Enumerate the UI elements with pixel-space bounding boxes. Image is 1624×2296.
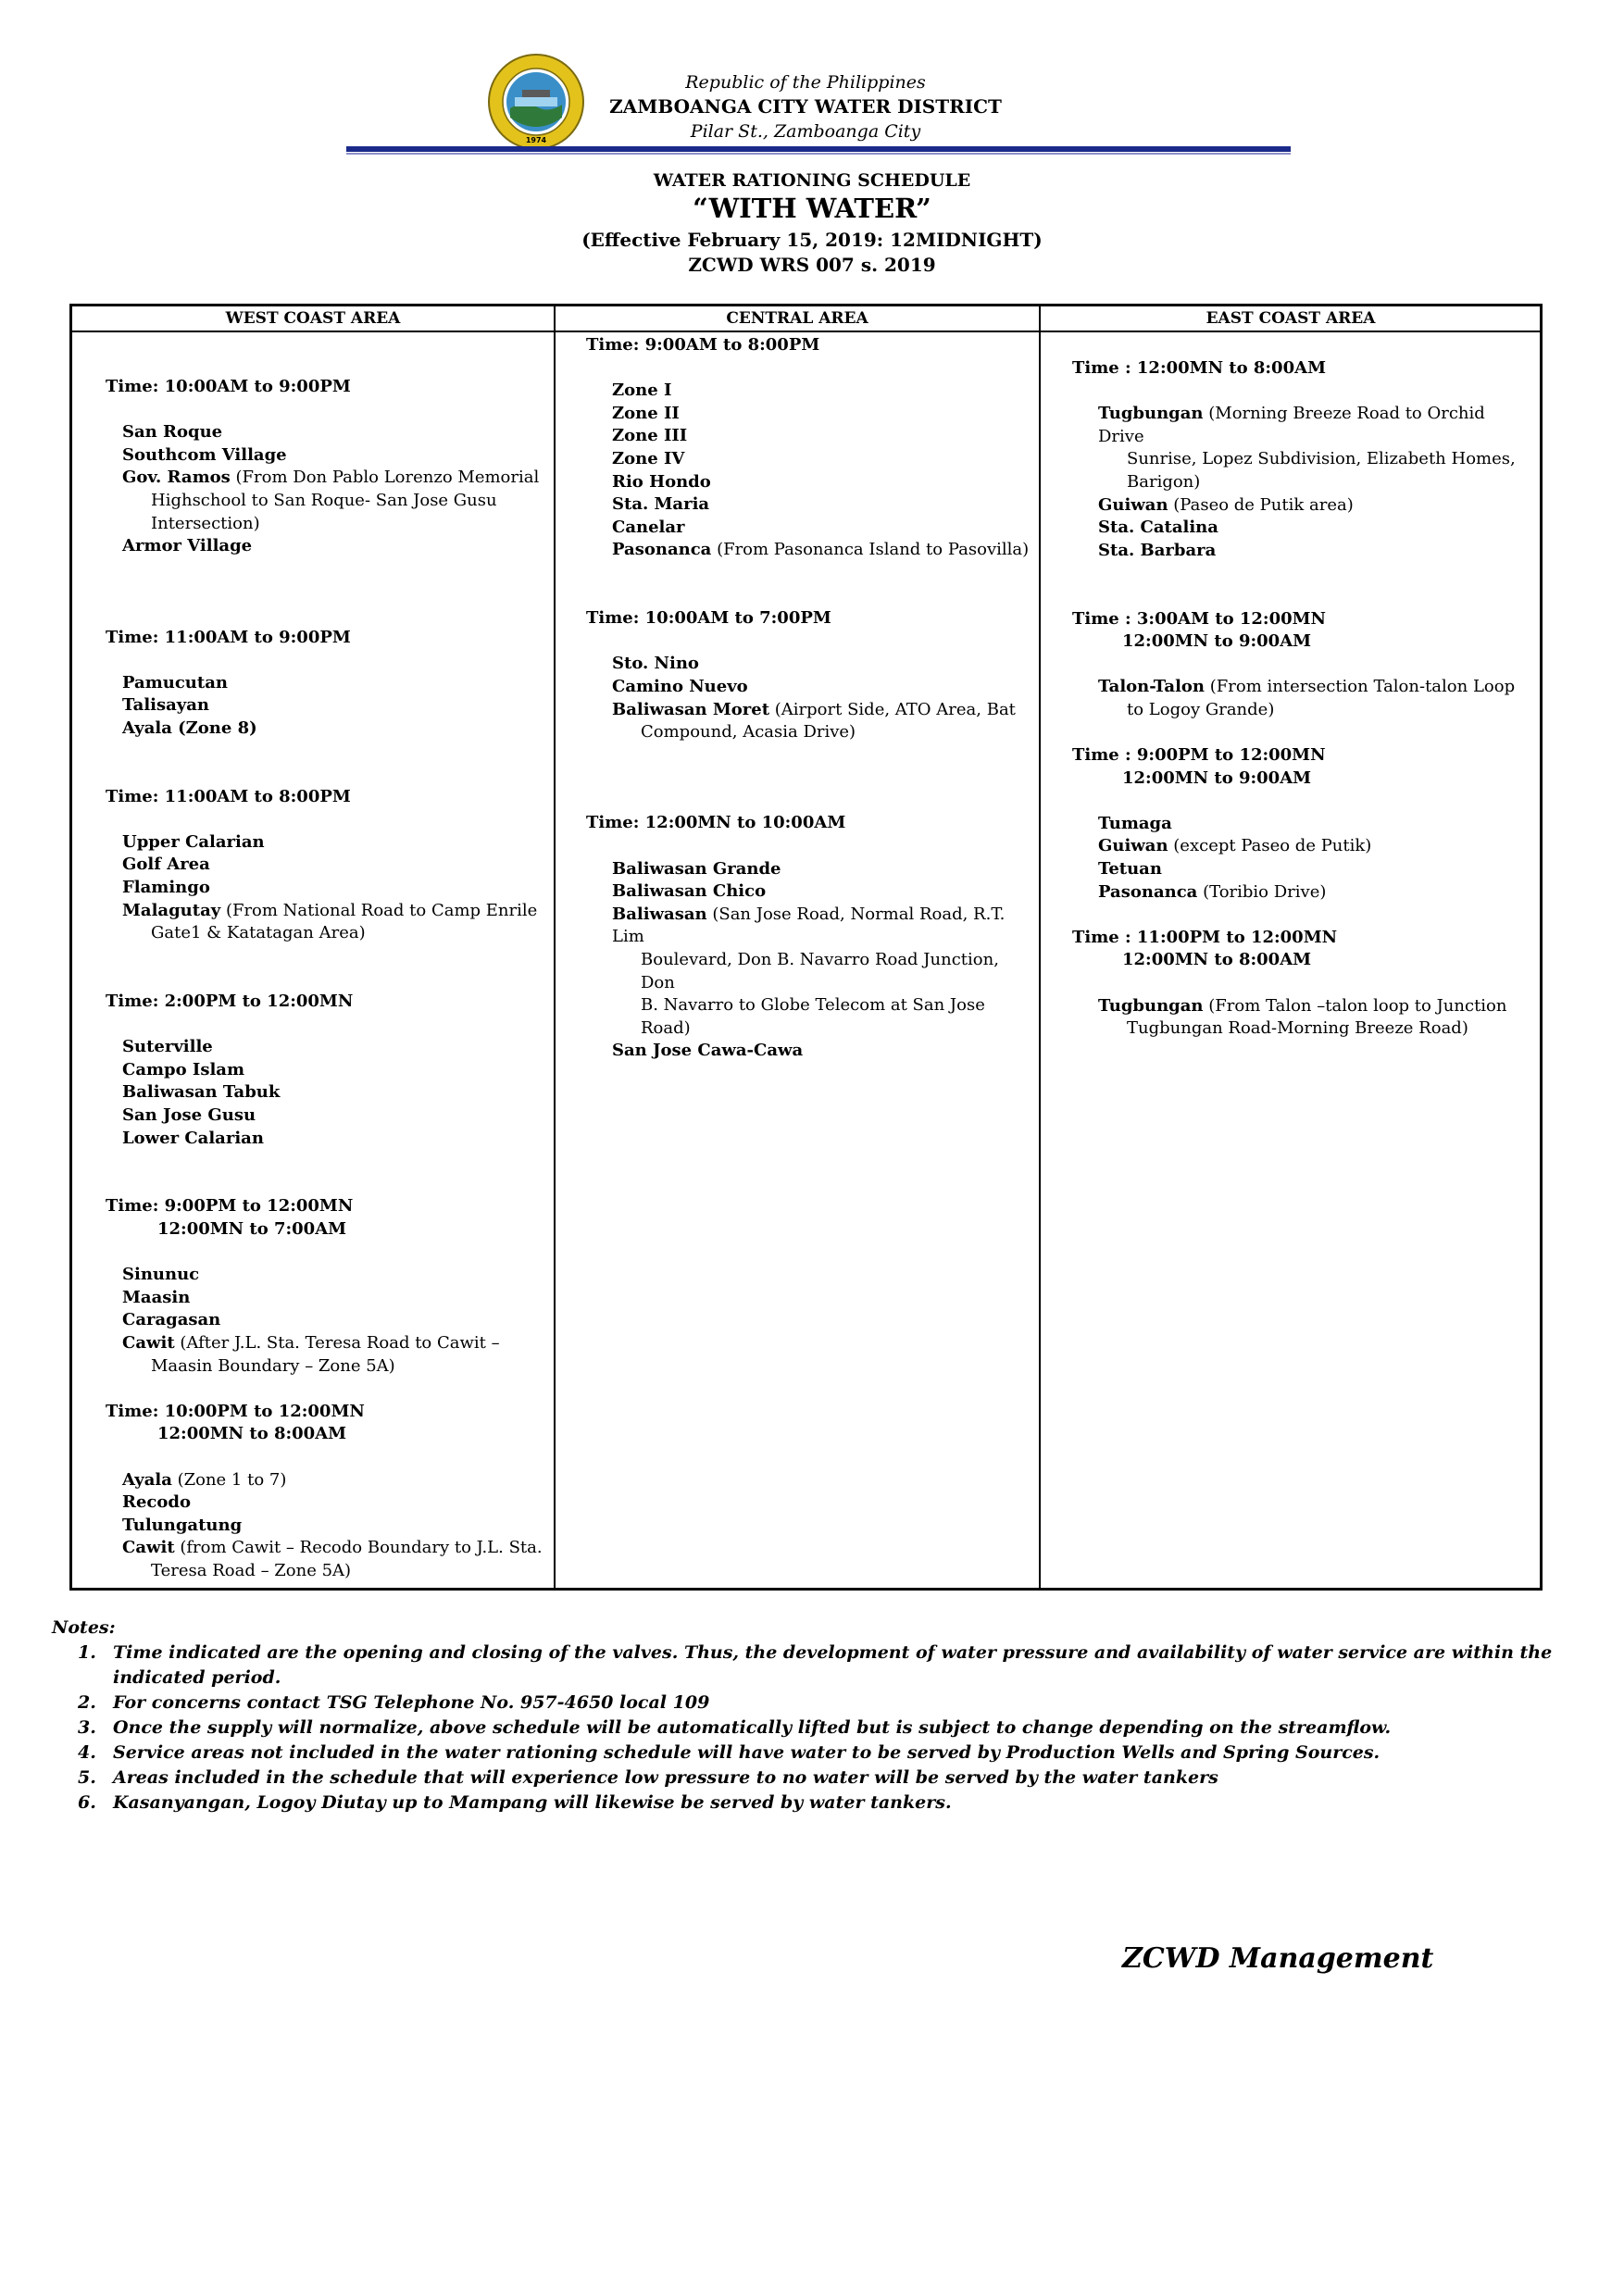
area-name: Tugbungan	[1098, 995, 1204, 1016]
spacer	[586, 357, 1031, 381]
spacer	[1072, 654, 1535, 677]
central-column	[586, 334, 1031, 1063]
area-item	[106, 718, 545, 741]
spacer	[106, 741, 545, 786]
note-item	[52, 1766, 1570, 1791]
area-item	[106, 1515, 545, 1538]
area-item	[586, 425, 1031, 448]
area-name: Zone IV	[612, 448, 685, 468]
area-note: (San Jose Road, Normal Road, R.T. Lim	[612, 904, 1006, 947]
area-item	[1072, 858, 1535, 881]
area-item	[106, 1332, 545, 1355]
area-note-continued: Intersection)	[151, 513, 260, 533]
area-name: Pasonanca	[612, 540, 712, 560]
area-name: Zone III	[612, 426, 688, 446]
note-number: 6.	[78, 1792, 96, 1813]
schedule-subtitle: “WITH WATER”	[693, 193, 931, 224]
area-name: Sto. Nino	[612, 654, 699, 674]
area-name: Baliwasan Grande	[612, 858, 781, 879]
area-item	[586, 904, 1031, 949]
spacer	[586, 562, 1031, 607]
notes-label: Notes:	[52, 1617, 116, 1638]
area-name: Suterville	[122, 1037, 213, 1057]
signature: ZCWD Management	[1122, 1942, 1434, 1975]
area-item	[106, 1491, 545, 1515]
area-name: Tugbungan	[1098, 404, 1204, 424]
time-slot: 12:00MN to 8:00AM	[1122, 950, 1312, 970]
spacer	[106, 399, 545, 422]
spacer	[106, 649, 545, 672]
area-name: Talon-Talon	[1098, 677, 1206, 697]
time-slot: Time : 3:00AM to 12:00MN	[1072, 608, 1326, 629]
area-name: Baliwasan	[612, 904, 707, 924]
area-note: (From Don Pablo Lorenzo Memorial	[235, 468, 540, 488]
area-item	[106, 1081, 545, 1104]
header-republic: Republic of the Philippines	[685, 72, 926, 93]
time-slot: 12:00MN to 9:00AM	[1122, 767, 1312, 788]
area-item	[106, 694, 545, 718]
area-name: Lower Calarian	[122, 1128, 264, 1148]
time-slot: Time : 11:00PM to 12:00MN	[1072, 927, 1338, 947]
area-item	[106, 444, 545, 468]
area-item	[106, 831, 545, 855]
note-item	[52, 1641, 1570, 1691]
area-name: Recodo	[122, 1492, 191, 1513]
area-note-continued: Sunrise, Lopez Subdivision, Elizabeth Homes,	[1127, 449, 1516, 469]
spacer	[586, 630, 1031, 654]
area-item	[586, 699, 1031, 722]
area-note-continued: B. Navarro to Globe Telecom at San Jose Road)	[641, 995, 985, 1038]
area-name: Caragasan	[122, 1310, 221, 1330]
note-item	[52, 1716, 1570, 1741]
area-item	[586, 653, 1031, 676]
area-item	[586, 471, 1031, 494]
area-item	[586, 380, 1031, 403]
area-note-continued: Barigon)	[1127, 471, 1201, 492]
area-name: Talisayan	[122, 695, 210, 716]
area-item	[106, 1059, 545, 1082]
area-note-continued: Gate1 & Katatagan Area)	[151, 923, 366, 943]
area-note: (Morning Breeze Road to Orchid Drive	[1098, 404, 1485, 446]
area-name: Golf Area	[122, 855, 210, 875]
area-item	[106, 467, 545, 490]
note-number: 4.	[78, 1742, 96, 1763]
area-item	[106, 877, 545, 900]
area-name: Zone I	[612, 381, 672, 401]
area-item	[1072, 517, 1535, 540]
area-item	[586, 1040, 1031, 1063]
area-name: San Roque	[122, 422, 223, 443]
area-name: Pamucutan	[122, 672, 228, 693]
table-header-divider	[72, 331, 1540, 332]
spacer	[1072, 790, 1535, 813]
spacer	[106, 945, 545, 991]
area-name: Ayala (Zone 8)	[122, 718, 257, 738]
area-note: (Paseo de Putik area)	[1173, 494, 1354, 515]
note-item	[52, 1791, 1570, 1816]
column-divider	[554, 306, 556, 1588]
area-note: (Zone 1 to 7)	[177, 1469, 287, 1490]
area-item	[106, 1469, 545, 1492]
area-item	[106, 1309, 545, 1332]
time-slot: 12:00MN to 7:00AM	[157, 1218, 347, 1239]
area-note-continued: Teresa Road – Zone 5A)	[151, 1560, 352, 1580]
area-item	[106, 1537, 545, 1560]
note-item	[52, 1741, 1570, 1766]
spacer	[1072, 381, 1535, 404]
area-item	[1072, 881, 1535, 905]
effective-date: (Effective February 15, 2019: 12MIDNIGHT)	[581, 229, 1043, 251]
area-name: Maasin	[122, 1287, 191, 1307]
time-slot: Time: 10:00AM to 9:00PM	[106, 377, 351, 396]
area-name: San Jose Cawa-Cawa	[612, 1041, 804, 1061]
area-name: Malagutay	[122, 900, 221, 920]
seal-year: 1974	[525, 136, 547, 144]
spacer	[586, 744, 1031, 813]
time-slot: Time: 10:00PM to 12:00MN	[106, 1401, 365, 1421]
schedule-table	[69, 304, 1543, 1591]
spacer	[1072, 972, 1535, 995]
area-name: Zone II	[612, 403, 680, 423]
area-name: Tumaga	[1098, 813, 1172, 833]
time-slot: Time: 12:00MN to 10:00AM	[586, 813, 846, 833]
area-name: Cawit	[122, 1538, 175, 1558]
spacer	[106, 1014, 545, 1037]
area-item	[106, 672, 545, 695]
note-number: 3.	[78, 1717, 96, 1738]
area-item	[1072, 540, 1535, 563]
notes-list	[52, 1641, 1570, 1816]
reference-number: ZCWD WRS 007 s. 2019	[688, 254, 936, 276]
area-name: Cawit	[122, 1332, 175, 1353]
area-item	[106, 900, 545, 923]
area-item	[1072, 494, 1535, 518]
spacer	[1072, 562, 1535, 607]
area-item	[1072, 676, 1535, 699]
area-note-continued: to Logoy Grande)	[1127, 699, 1275, 719]
note-text: For concerns contact TSG Telephone No. 957-4650 local 109	[113, 1692, 710, 1713]
schedule-title: WATER RATIONING SCHEDULE	[653, 170, 971, 191]
east-coast-column	[1072, 357, 1535, 1041]
area-item	[1072, 403, 1535, 448]
area-item	[586, 493, 1031, 517]
note-text: Service areas not included in the water rationing schedule will have water to be served by Production Wells and Spring Sources.	[113, 1742, 1380, 1763]
area-name: Canelar	[612, 517, 685, 537]
area-name: Campo Islam	[122, 1059, 244, 1079]
area-item	[586, 676, 1031, 699]
time-slot: Time: 9:00PM to 12:00MN	[106, 1196, 354, 1217]
west-coast-column	[106, 376, 545, 1582]
area-item	[586, 403, 1031, 426]
note-number: 1.	[78, 1642, 96, 1663]
column-header-central: CENTRAL AREA	[726, 309, 868, 328]
column-header-east: EAST COAST AREA	[1206, 309, 1376, 328]
spacer	[106, 1446, 545, 1469]
area-item	[106, 535, 545, 558]
area-name: Gov. Ramos	[122, 468, 231, 488]
area-item	[586, 858, 1031, 881]
note-text: Once the supply will normalize, above schedule will be automatically lifted but is subject to change depending on the streamflow.	[113, 1717, 1392, 1738]
area-item	[106, 1287, 545, 1310]
note-number: 2.	[78, 1692, 96, 1713]
area-name: San Jose Gusu	[122, 1105, 256, 1126]
time-slot: Time: 9:00AM to 8:00PM	[586, 335, 820, 355]
area-name: Baliwasan Chico	[612, 881, 767, 902]
note-text: Time indicated are the opening and closing of the valves. Thus, the development of water pressure and availability of water service are within the indicated period.	[113, 1642, 1553, 1688]
area-item	[106, 854, 545, 877]
area-name: Sta. Maria	[612, 494, 710, 515]
spacer	[106, 558, 545, 627]
area-item	[106, 1128, 545, 1151]
area-item	[106, 421, 545, 444]
area-name: Tetuan	[1098, 859, 1162, 880]
area-note-continued: Tugbungan Road-Morning Breeze Road)	[1127, 1018, 1468, 1039]
area-item	[106, 1264, 545, 1287]
area-name: Tulungatung	[122, 1515, 243, 1535]
area-item	[1072, 835, 1535, 858]
area-note: (Toribio Drive)	[1203, 881, 1327, 902]
time-slot: 12:00MN to 8:00AM	[157, 1424, 347, 1444]
time-slot: Time: 2:00PM to 12:00MN	[106, 992, 354, 1012]
area-note: (After J.L. Sta. Teresa Road to Cawit –	[180, 1332, 500, 1353]
column-header-west: WEST COAST AREA	[225, 309, 401, 328]
notes-section	[52, 1616, 1570, 1816]
area-item	[1072, 813, 1535, 836]
area-note-continued: Boulevard, Don B. Navarro Road Junction, Don	[641, 950, 999, 992]
time-slot: Time: 10:00AM to 7:00PM	[586, 608, 831, 629]
area-name: Ayala	[122, 1469, 172, 1490]
area-note: (From intersection Talon-talon Loop	[1209, 677, 1516, 697]
area-item	[1072, 995, 1535, 1018]
area-item	[586, 517, 1031, 540]
column-divider	[1039, 306, 1041, 1588]
area-name: Guiwan	[1098, 494, 1168, 515]
time-slot: Time : 9:00PM to 12:00MN	[1072, 745, 1326, 766]
note-text: Areas included in the schedule that will experience low pressure to no water will be served by the water tankers	[113, 1767, 1218, 1788]
area-name: Sinunuc	[122, 1265, 200, 1285]
spacer	[106, 808, 545, 831]
area-item	[586, 448, 1031, 471]
area-note: (from Cawit – Recodo Boundary to J.L. Sta.	[180, 1538, 543, 1558]
area-name: Baliwasan Tabuk	[122, 1082, 281, 1103]
area-note-continued: Maasin Boundary – Zone 5A)	[151, 1355, 395, 1376]
area-item	[106, 1104, 545, 1128]
area-name: Guiwan	[1098, 836, 1168, 856]
area-item	[106, 1036, 545, 1059]
spacer	[106, 1378, 545, 1401]
area-name: Upper Calarian	[122, 831, 265, 852]
area-note-continued: Compound, Acasia Drive)	[641, 722, 856, 742]
header-rule	[346, 146, 1291, 152]
time-slot: 12:00MN to 9:00AM	[1122, 631, 1312, 652]
area-name: Rio Hondo	[612, 471, 711, 492]
area-item	[586, 880, 1031, 904]
area-name: Armor Village	[122, 536, 253, 556]
area-item	[586, 539, 1031, 562]
note-item	[52, 1691, 1570, 1716]
time-slot: Time: 11:00AM to 8:00PM	[106, 786, 351, 806]
area-name: Baliwasan Moret	[612, 699, 770, 719]
spacer	[106, 1150, 545, 1195]
area-note: (From National Road to Camp Enrile	[225, 900, 538, 920]
area-name: Sta. Catalina	[1098, 518, 1218, 538]
time-slot: Time: 11:00AM to 9:00PM	[106, 627, 351, 647]
area-note: (Airport Side, ATO Area, Bat	[774, 699, 1016, 719]
area-note-continued: Highschool to San Roque- San Jose Gusu	[151, 490, 497, 510]
spacer	[1072, 722, 1535, 745]
area-note: (From Talon –talon loop to Junction	[1208, 995, 1507, 1016]
area-name: Camino Nuevo	[612, 676, 748, 696]
spacer	[586, 835, 1031, 858]
area-name: Sta. Barbara	[1098, 540, 1217, 560]
area-name: Southcom Village	[122, 444, 287, 465]
header-district-name: ZAMBOANGA CITY WATER DISTRICT	[609, 95, 1002, 118]
area-name: Flamingo	[122, 878, 210, 898]
header-rule-thin	[346, 153, 1291, 155]
time-slot: Time : 12:00MN to 8:00AM	[1072, 358, 1326, 378]
spacer	[106, 1242, 545, 1265]
spacer	[1072, 904, 1535, 927]
area-note: (except Paseo de Putik)	[1173, 836, 1372, 856]
note-text: Kasanyangan, Logoy Diutay up to Mampang will likewise be served by water tankers.	[113, 1792, 952, 1813]
header-address: Pilar St., Zamboanga City	[690, 121, 921, 142]
area-note: (From Pasonanca Island to Pasovilla)	[717, 540, 1030, 560]
note-number: 5.	[78, 1767, 96, 1788]
area-name: Pasonanca	[1098, 881, 1198, 902]
